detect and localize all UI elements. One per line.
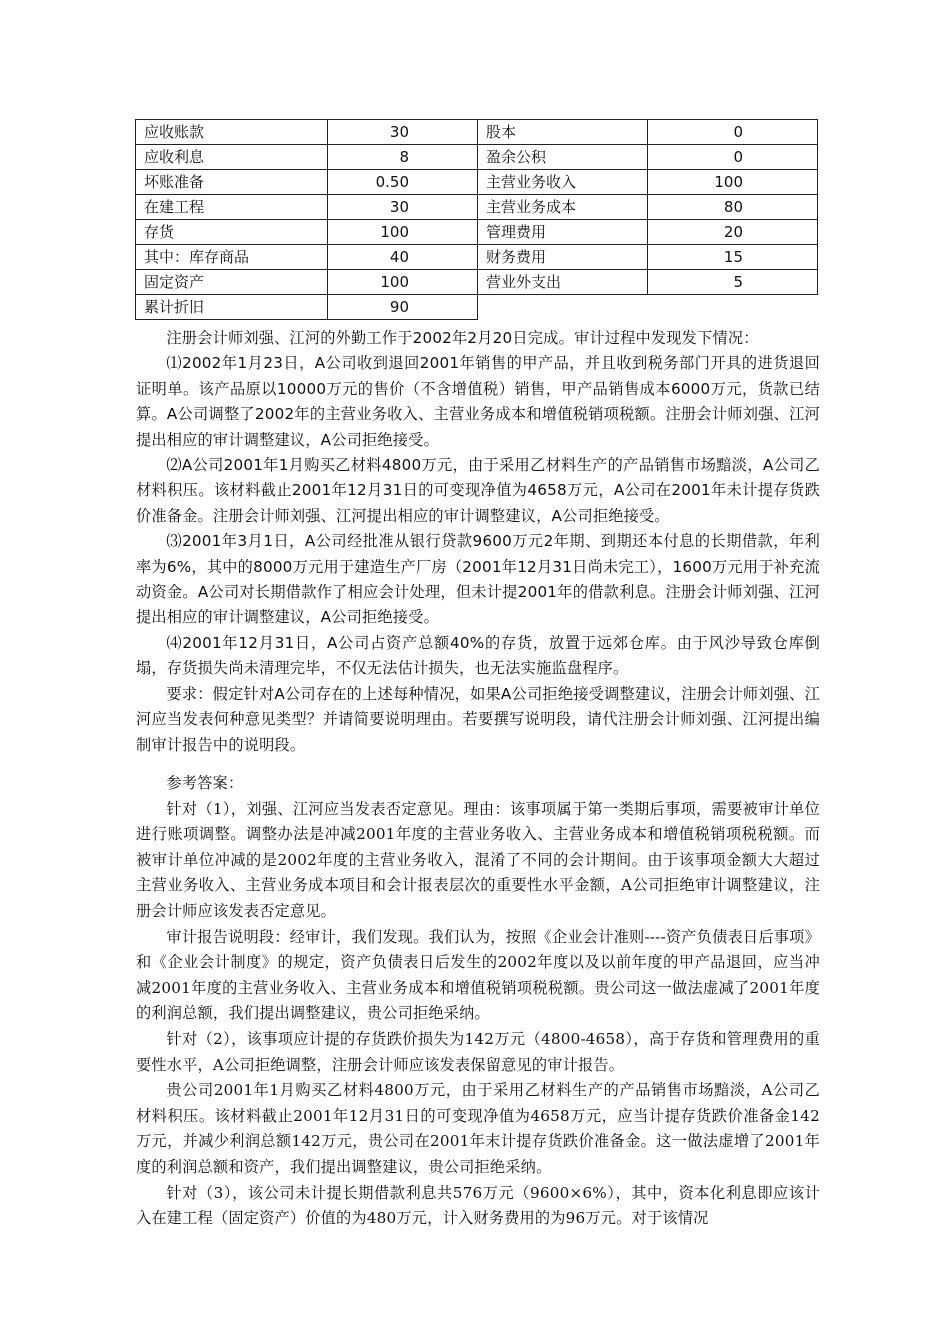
row-value-left: 30	[328, 120, 478, 145]
answer-title: 参考答案：	[166, 774, 244, 792]
item-4-paragraph: ⑷2001年12月31日，A公司占资产总额40%的存货，放置于远郊仓库。由于风沙导致仓库倒塌，存货损失尚未清理完毕，不仅无法估计损失，也无法实施监盘程序。	[136, 633, 820, 678]
row-value-left: 30	[328, 195, 478, 220]
balance-table	[135, 119, 818, 320]
answer-1-paragraph: 针对（1），刘强、江河应当发表否定意见。理由：该事项属于第一类期后事项，需要被审计单位进行账项调整。调整办法是冲减2001年度的主营业务收入、主营业务成本和增值税销项税税额。而被审计单位冲减的是2002年度的主营业务收入，混淆了不同的会计期间。由于该事项金额大大超过主营业务收入、主营业务成本项目和会计报表层次的重要性水平金额，A公司拒绝审计调整建议，注册会计师应该发表否定意见。	[136, 799, 820, 920]
row-label-right	[478, 295, 648, 320]
row-label-right: 管理费用	[478, 220, 648, 245]
table-row	[136, 120, 818, 145]
row-value-right: 100	[648, 170, 818, 195]
item-2-paragraph: ⑵A公司2001年1月购买乙材料4800万元，由于采用乙材料生产的产品销售市场黯淡，A公司乙材料积压。该材料截止2001年12月31日的可变现净值为4658万元，A公司在2001年未计提存货跌价准备金。注册会计师刘强、江河提出相应的审计调整建议，A公司拒绝接受。	[136, 456, 820, 525]
table-row	[136, 245, 818, 270]
intro-paragraph: 注册会计师刘强、江河的外勤工作于2002年2月20日完成。审计过程中发现发下情况：	[166, 329, 759, 347]
row-value-left: 90	[328, 295, 478, 320]
row-value-left: 0.50	[328, 170, 478, 195]
row-label-right: 主营业务成本	[478, 195, 648, 220]
row-label-left: 存货	[136, 220, 328, 245]
table-row	[136, 295, 818, 320]
body-text	[136, 326, 820, 758]
row-label-left: 在建工程	[136, 195, 328, 220]
row-label-right: 主营业务收入	[478, 170, 648, 195]
row-value-right: 15	[648, 245, 818, 270]
table-row	[136, 220, 818, 245]
row-value-left: 100	[328, 270, 478, 295]
row-label-left: 累计折旧	[136, 295, 328, 320]
row-label-left: 固定资产	[136, 270, 328, 295]
row-value-right: 5	[648, 270, 818, 295]
item-3-paragraph: ⑶2001年3月1日，A公司经批准从银行贷款9600万元2年期、到期还本付息的长期借款，年利率为6%，其中的8000万元用于建造生产厂房（2001年12月31日尚未完工），1600万元用于补充流动资金。A公司对长期借款作了相应会计处理，但未计提2001年的借款利息。注册会计师刘强、江河提出相应的审计调整建议，A公司拒绝接受。	[136, 532, 820, 627]
row-value-left: 100	[328, 220, 478, 245]
answer-1-note-paragraph: 审计报告说明段：经审计，我们发现。我们认为，按照《企业会计准则----资产负债表日后事项》和《企业会计制度》的规定，资产负债表日后发生的2002年度以及以前年度的甲产品退回，应当冲减2001年度的主营业务收入、主营业务成本和增值税销项税税额。贵公司这一做法虚减了2001年度的利润总额，我们提出调整建议，贵公司拒绝采纳。	[136, 927, 820, 1023]
row-value-right: 0	[648, 120, 818, 145]
row-value-right	[648, 295, 818, 320]
row-value-left: 8	[328, 145, 478, 170]
answer-2-note-paragraph: 贵公司2001年1月购买乙材料4800万元，由于采用乙材料生产的产品销售市场黯淡，A公司乙材料积压。该材料截止2001年12月31日的可变现净值为4658万元，应当计提存货跌价准备金142万元，并减少利润总额142万元，贵公司在2001年末计提存货跌价准备金。这一做法虚增了2001年度的利润总额和资产，我们提出调整建议，贵公司拒绝采纳。	[136, 1081, 820, 1176]
row-label-right: 营业外支出	[478, 270, 648, 295]
item-1-paragraph: ⑴2002年1月23日，A公司收到退回2001年销售的甲产品，并且收到税务部门开具的进货退回证明单。该产品原以10000万元的售价（不含增值税）销售，甲产品销售成本6000万元，货款已结算。A公司调整了2002年的主营业务收入、主营业务成本和增值税销项税额。注册会计师刘强、江河提出相应的审计调整建议，A公司拒绝接受。	[136, 354, 820, 449]
table-row	[136, 195, 818, 220]
row-value-right: 80	[648, 195, 818, 220]
row-value-left: 40	[328, 245, 478, 270]
row-value-right: 0	[648, 145, 818, 170]
answer-3-paragraph: 针对（3），该公司未计提长期借款利息共576万元（9600×6%），其中，资本化利息即应该计入在建工程（固定资产）价值的为480万元，计入财务费用的为96万元。对于该情况	[136, 1183, 820, 1228]
table-row	[136, 170, 818, 195]
table-row	[136, 270, 818, 295]
row-label-left: 应收利息	[136, 145, 328, 170]
answer-text	[136, 771, 820, 1232]
row-label-left: 坏账准备	[136, 170, 328, 195]
row-label-right: 盈余公积	[478, 145, 648, 170]
row-label-left: 应收账款	[136, 120, 328, 145]
answer-2-paragraph: 针对（2），该事项应计提的存货跌价损失为142万元（4800-4658），高于存货和管理费用的重要性水平，A公司拒绝调整，注册会计师应该发表保留意见的审计报告。	[136, 1029, 820, 1074]
row-label-right: 财务费用	[478, 245, 648, 270]
row-value-right: 20	[648, 220, 818, 245]
row-label-right: 股本	[478, 120, 648, 145]
table-row	[136, 145, 818, 170]
requirement-paragraph: 要求：假定针对A公司存在的上述每种情况，如果A公司拒绝接受调整建议，注册会计师刘强、江河应当发表何种意见类型？并请简要说明理由。若要撰写说明段，请代注册会计师刘强、江河提出编制审计报告中的说明段。	[136, 684, 820, 754]
row-label-left: 其中：库存商品	[136, 245, 328, 270]
